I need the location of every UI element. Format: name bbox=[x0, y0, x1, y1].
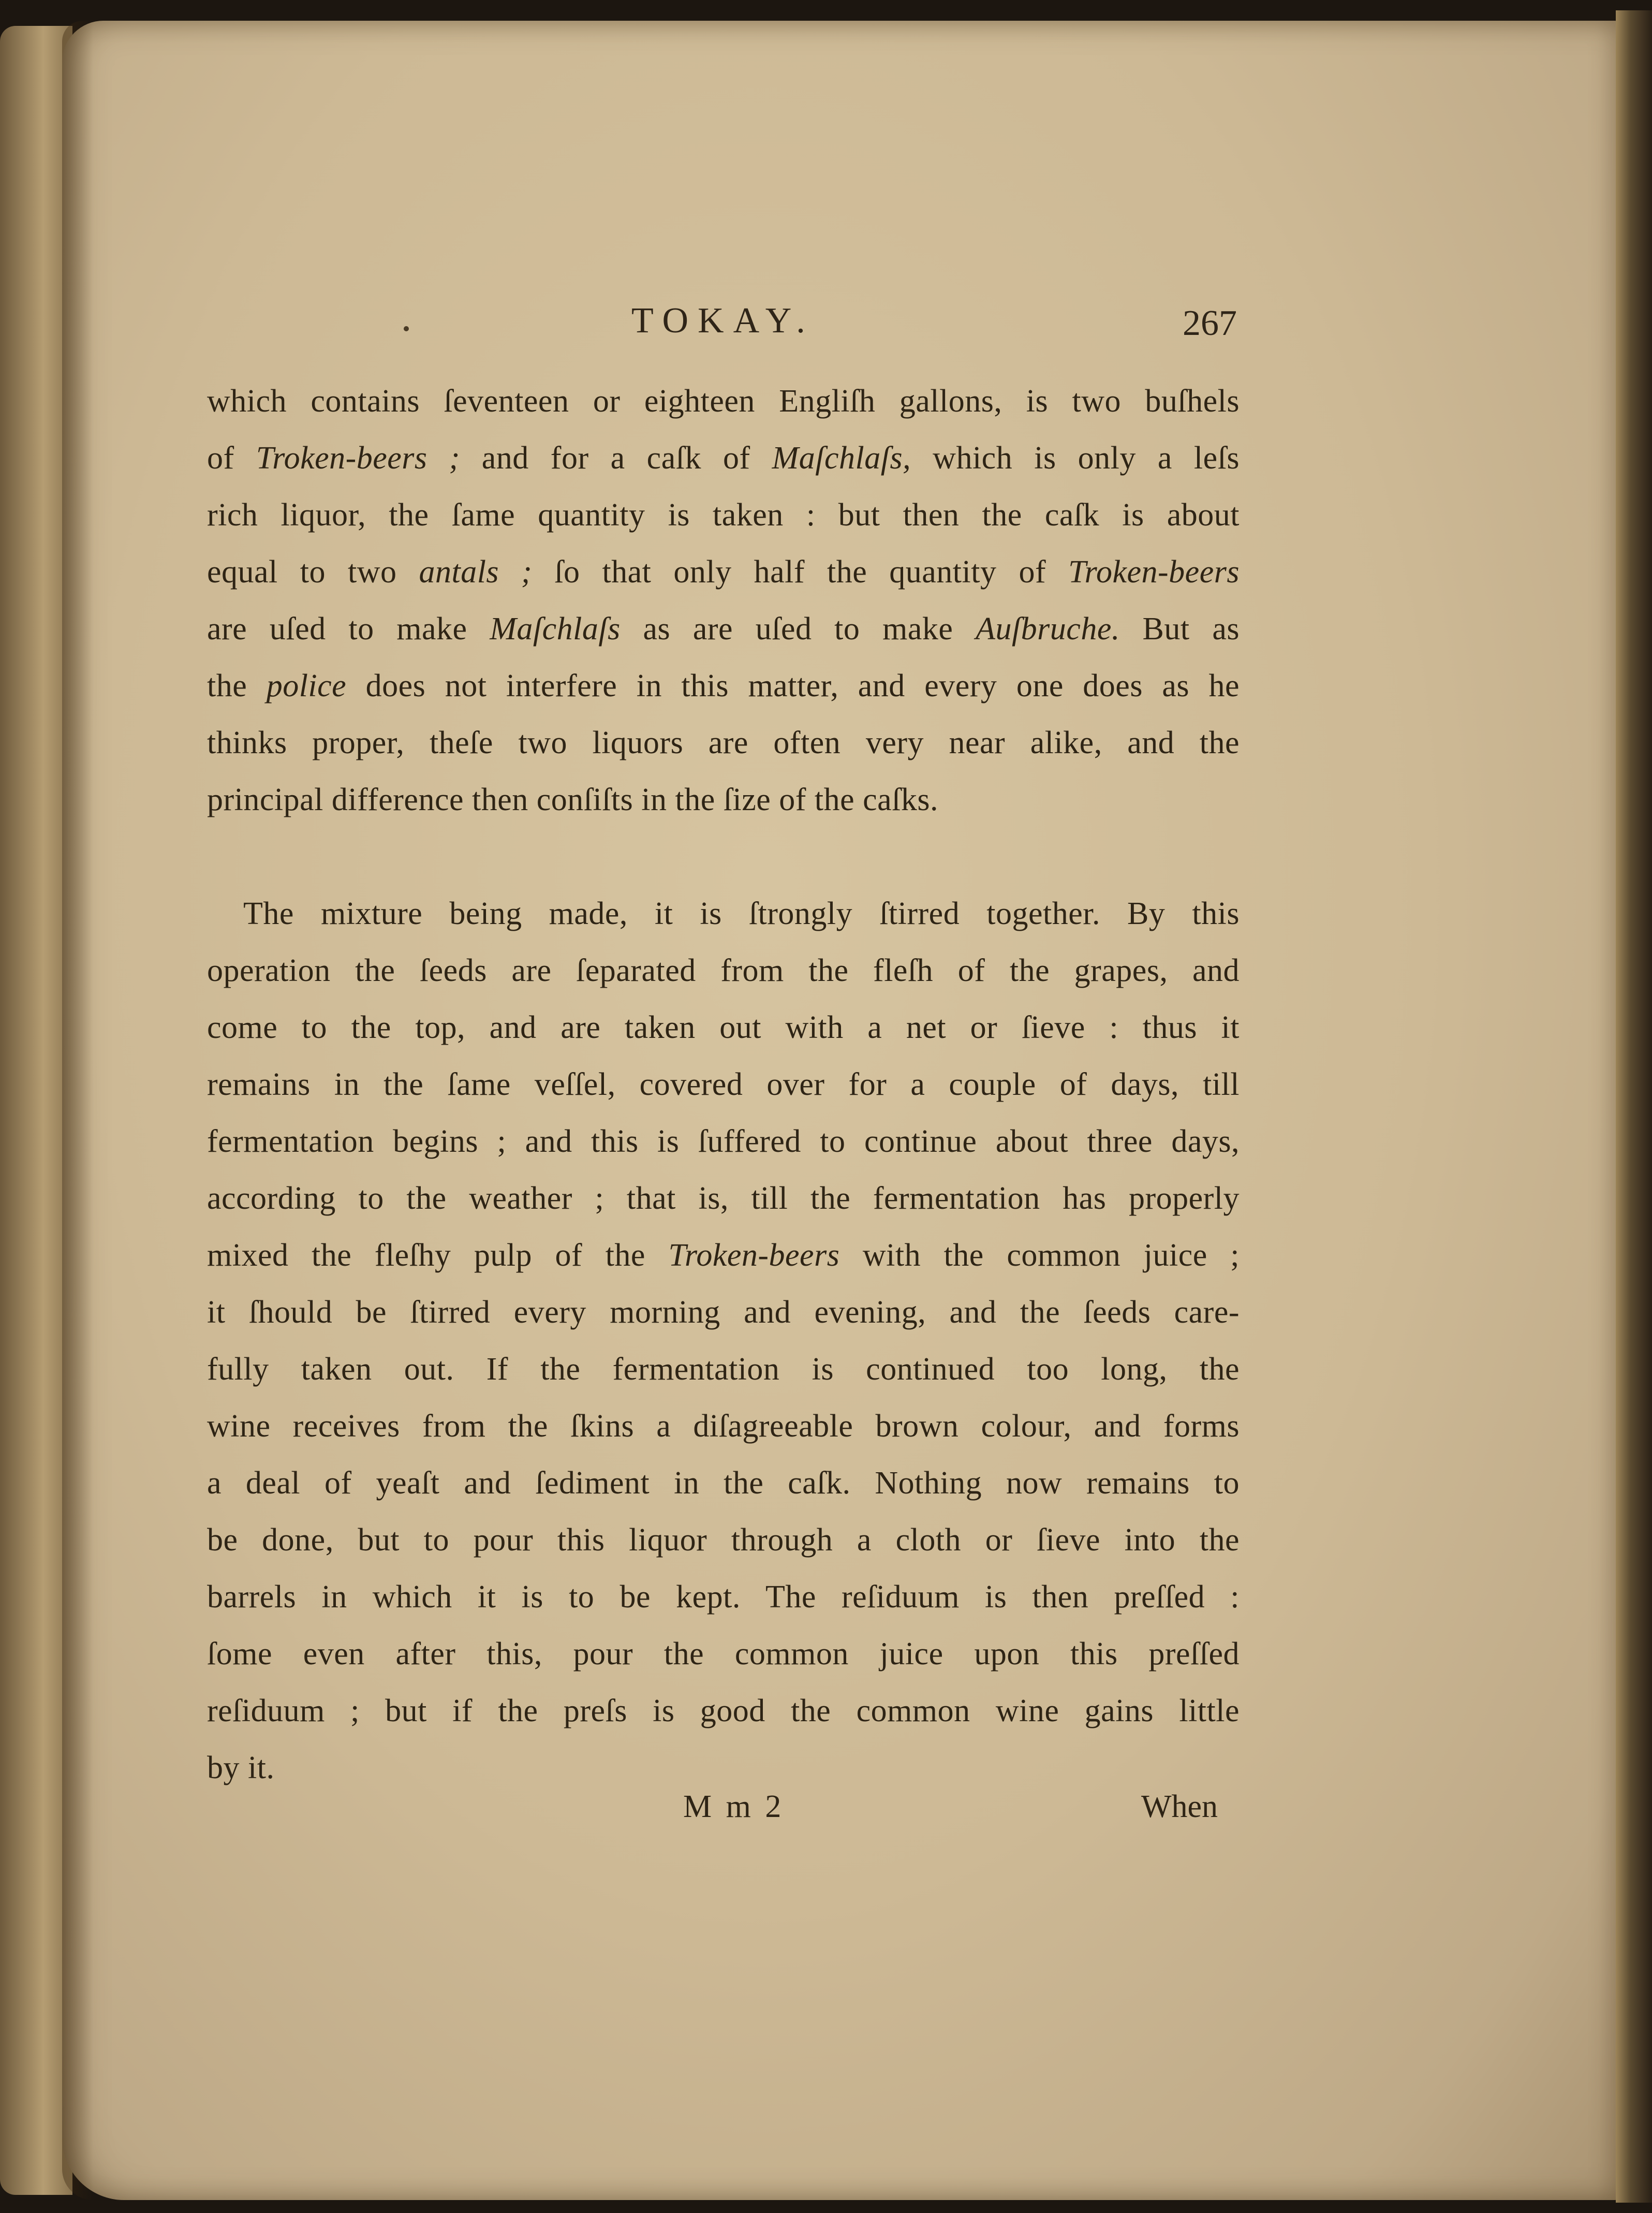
text-line: by it. bbox=[207, 1750, 275, 1785]
text-line: a deal of yeaſt and ſediment in the caſk. Nothing now remains to bbox=[207, 1465, 1240, 1501]
gutter-shadow bbox=[62, 21, 93, 2200]
catchword: When bbox=[1141, 1789, 1218, 1824]
text-line: equal to two antals ; ſo that only half the quantity of Troken-beers bbox=[207, 554, 1240, 590]
text-line: of Troken-beers ; and for a caſk of Maſchlaſs, which is only a leſs bbox=[207, 441, 1240, 476]
text-line: The mixture being made, it is ſtrongly ſtirred together. By this bbox=[243, 896, 1240, 931]
text-line: principal difference then conſiſts in the ſize of the caſks. bbox=[207, 782, 939, 817]
running-title: TOKAY. bbox=[631, 301, 815, 341]
text-line: which contains ſeventeen or eighteen Engliſh gallons, is two buſhels bbox=[207, 384, 1240, 419]
signature-mark: M m 2 bbox=[683, 1789, 785, 1824]
ornament-dot bbox=[404, 326, 409, 331]
text-line: it ſhould be ſtirred every morning and evening, and the ſeeds care- bbox=[207, 1295, 1240, 1330]
text-line: rich liquor, the ſame quantity is taken : but then the caſk is about bbox=[207, 497, 1240, 533]
text-line: the police does not interfere in this matter, and every one does as he bbox=[207, 668, 1240, 704]
text-line: barrels in which it is to be kept. The reſiduum is then preſſed : bbox=[207, 1579, 1240, 1615]
text-line: remains in the ſame veſſel, covered over for a couple of days, till bbox=[207, 1067, 1240, 1102]
text-line: thinks proper, theſe two liquors are often very near alike, and the bbox=[207, 725, 1240, 760]
right-page-edges bbox=[1616, 10, 1652, 2203]
text-line: are uſed to make Maſchlaſs as are uſed to make Auſbruche. But as bbox=[207, 611, 1240, 647]
text-line: reſiduum ; but if the preſs is good the common wine gains little bbox=[207, 1693, 1240, 1728]
text-line: come to the top, and are taken out with a net or ſieve : thus it bbox=[207, 1010, 1240, 1045]
running-head bbox=[207, 300, 1242, 357]
text-line: ſome even after this, pour the common juice upon this preſſed bbox=[207, 1636, 1240, 1672]
text-line: be done, but to pour this liquor through a cloth or ſieve into the bbox=[207, 1522, 1240, 1558]
text-line: fermentation begins ; and this is ſuffered to continue about three days, bbox=[207, 1124, 1240, 1159]
text-line: according to the weather ; that is, till the fermentation has properly bbox=[207, 1181, 1240, 1216]
text-line: mixed the fleſhy pulp of the Troken-beers with the common juice ; bbox=[207, 1238, 1240, 1273]
page-number: 267 bbox=[1183, 303, 1237, 343]
left-page-edge bbox=[0, 26, 72, 2195]
text-line: wine receives from the ſkins a diſagreeable brown colour, and forms bbox=[207, 1409, 1240, 1444]
text-line: fully taken out. If the fermentation is continued too long, the bbox=[207, 1352, 1240, 1387]
text-line: operation the ſeeds are ſeparated from the fleſh of the grapes, and bbox=[207, 953, 1240, 988]
